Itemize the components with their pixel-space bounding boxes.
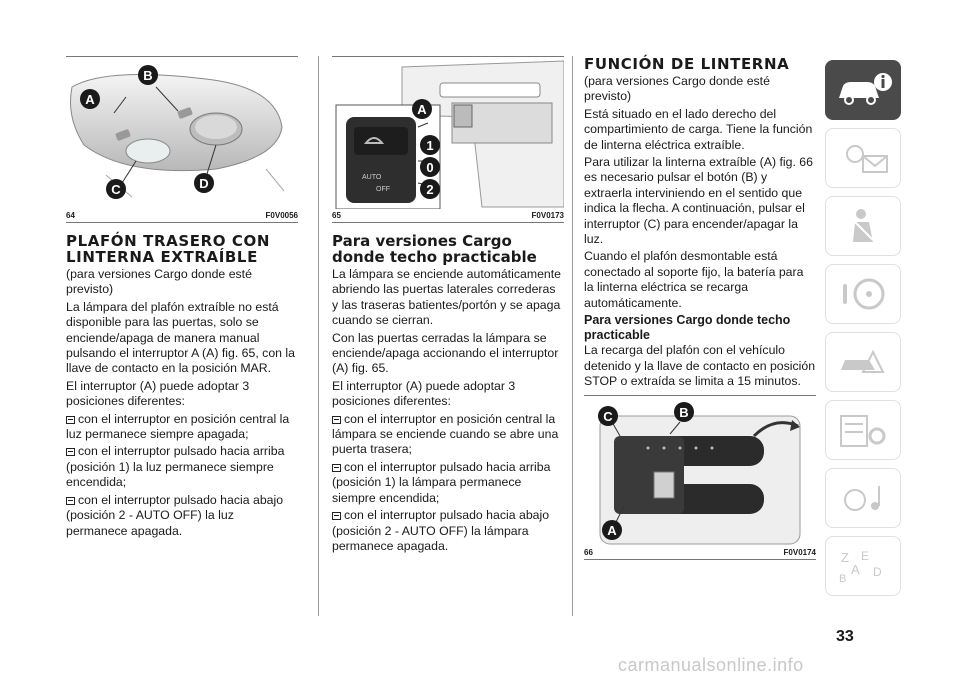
fig64-label-b: B	[143, 68, 153, 83]
column-3	[584, 56, 816, 570]
bullet-icon	[66, 448, 75, 456]
warning-light-icon	[833, 138, 893, 178]
svg-text:A: A	[851, 562, 860, 577]
fig66-label-b: B	[679, 405, 689, 421]
car-info-icon	[833, 72, 893, 108]
bullet-item: con el interruptor pulsado hacia abajo (posición 2 - AUTO OFF) la lámpara permanece apagada.	[332, 508, 550, 553]
bullet-icon	[332, 512, 341, 520]
tab-emergency[interactable]	[825, 332, 901, 392]
fig65-auto-label: AUTO	[362, 174, 382, 181]
tab-lights-warnings[interactable]	[825, 128, 901, 188]
svg-text:D: D	[873, 565, 882, 579]
fig64-label-c: C	[111, 182, 121, 197]
bullet-item: con el interruptor pulsado hacia arriba (posición 1) la luz permanece siempre encendida;	[66, 444, 285, 490]
bullet-icon	[332, 416, 341, 424]
column-2	[332, 56, 564, 556]
fig65-label-2: 2	[426, 182, 434, 197]
tab-maintenance[interactable]	[825, 400, 901, 460]
fig65-label-0: 0	[426, 160, 434, 175]
tab-index[interactable]	[825, 536, 901, 596]
tab-vehicle-info[interactable]	[825, 60, 901, 120]
paragraph: Con las puertas cerradas la lámpara se enciende/apaga accionando el interruptor (A) fig. 65.	[332, 330, 559, 376]
bullet-item: con el interruptor en posición central la lámpara se enciende cuando se abre una puerta trasera;	[332, 411, 559, 457]
figure-64-illustration	[66, 57, 298, 209]
page-number: 33	[836, 628, 854, 645]
column-divider	[572, 56, 573, 616]
figure-65-illustration	[332, 57, 564, 209]
column-divider	[318, 56, 319, 616]
paragraph: Cuando el plafón desmontable está conectado al soporte fijo, la batería para la linterna eléctrica se recarga automáticamente.	[584, 249, 804, 310]
paragraph: La lámpara se enciende automáticamente abriendo las puertas laterales correderas y las traseras batientes/portón y se apaga cuando se cierran.	[332, 267, 561, 328]
bullet-icon	[66, 416, 75, 424]
seatbelt-icon	[833, 206, 893, 246]
paragraph: Está situado en el lado derecho del compartimiento de carga. Tiene la función de linterna eléctrica extraíble.	[584, 106, 813, 152]
figure-number: 66	[584, 548, 593, 558]
bullet-item: con el interruptor en posición central la luz permanece siempre apagada;	[66, 411, 290, 442]
fig64-label-d: D	[199, 176, 209, 191]
paragraph: (para versiones Cargo donde esté previsto)	[66, 267, 252, 297]
tab-driving[interactable]	[825, 264, 901, 324]
paragraph: (para versiones Cargo donde esté previsto)	[584, 74, 770, 104]
paragraph: La recarga del plafón con el vehículo detenido y la llave de contacto en posición STOP o extraída se limita a 15 minutos.	[584, 343, 816, 388]
steering-wheel-icon	[833, 274, 893, 314]
multimedia-icon	[833, 478, 893, 518]
figure-number: 65	[332, 211, 341, 220]
section-title: Para versiones Cargo donde techo practicable	[332, 232, 537, 266]
figure-64-caption	[66, 211, 298, 223]
figure-code: F0V0174	[783, 548, 816, 558]
svg-text:B: B	[839, 573, 847, 585]
paragraph: El interruptor (A) puede adoptar 3 posiciones diferentes:	[332, 378, 516, 409]
column-1	[66, 56, 298, 541]
maintenance-icon	[833, 410, 893, 450]
figure-65	[332, 56, 564, 209]
figure-65-caption	[332, 211, 564, 223]
section-title: PLAFÓN TRASERO CON LINTERNA EXTRAÍBLE	[66, 232, 271, 266]
fig66-label-a: A	[607, 523, 617, 539]
paragraph: Para utilizar la linterna extraíble (A) fig. 66 es necesario pulsar el botón (B) y extraerla interviniendo en el sentido que indica la flecha. A continuación, pulsar el interruptor (C) para encender/apagar la luz.	[584, 155, 813, 247]
alphabet-index-icon	[833, 546, 893, 586]
figure-64	[66, 56, 298, 209]
bullet-item: con el interruptor pulsado hacia abajo (posición 2 - AUTO OFF) la luz permanece apagada.	[66, 492, 284, 538]
subsection-title: Para versiones Cargo donde techo practicable	[584, 313, 791, 343]
chapter-tabs	[825, 60, 901, 604]
fig65-off-label: OFF	[376, 186, 390, 193]
bullet-item: con el interruptor pulsado hacia arriba (posición 1) la lámpara permanece siempre encendida;	[332, 459, 551, 505]
fig64-label-a: A	[85, 92, 95, 107]
bullet-icon	[66, 497, 75, 505]
figure-number: 64	[66, 211, 75, 220]
bullet-icon	[332, 464, 341, 472]
car-crash-icon	[833, 342, 893, 382]
paragraph: La lámpara del plafón extraíble no está disponible para las puertas, solo se enciende/apaga de manera manual pulsando el interruptor A (A) fig. 65, con la llave de contacto en la posición MAR.	[66, 299, 295, 376]
fig66-label-c: C	[603, 409, 613, 425]
section-title: FUNCIÓN DE LINTERNA	[584, 55, 790, 73]
tab-multimedia[interactable]	[825, 468, 901, 528]
paragraph: El interruptor (A) puede adoptar 3 posiciones diferentes:	[66, 378, 250, 409]
fig65-label-a: A	[417, 102, 427, 117]
svg-text:E: E	[861, 549, 870, 563]
figure-code: F0V0173	[531, 211, 564, 220]
figure-66	[584, 395, 816, 546]
figure-66-caption	[584, 548, 816, 560]
figure-code: F0V0056	[265, 211, 298, 220]
watermark: carmanualsonline.info	[618, 655, 804, 675]
fig65-label-1: 1	[426, 138, 434, 153]
figure-66-illustration	[584, 396, 816, 546]
svg-text:Z: Z	[841, 550, 849, 565]
tab-safety[interactable]	[825, 196, 901, 256]
